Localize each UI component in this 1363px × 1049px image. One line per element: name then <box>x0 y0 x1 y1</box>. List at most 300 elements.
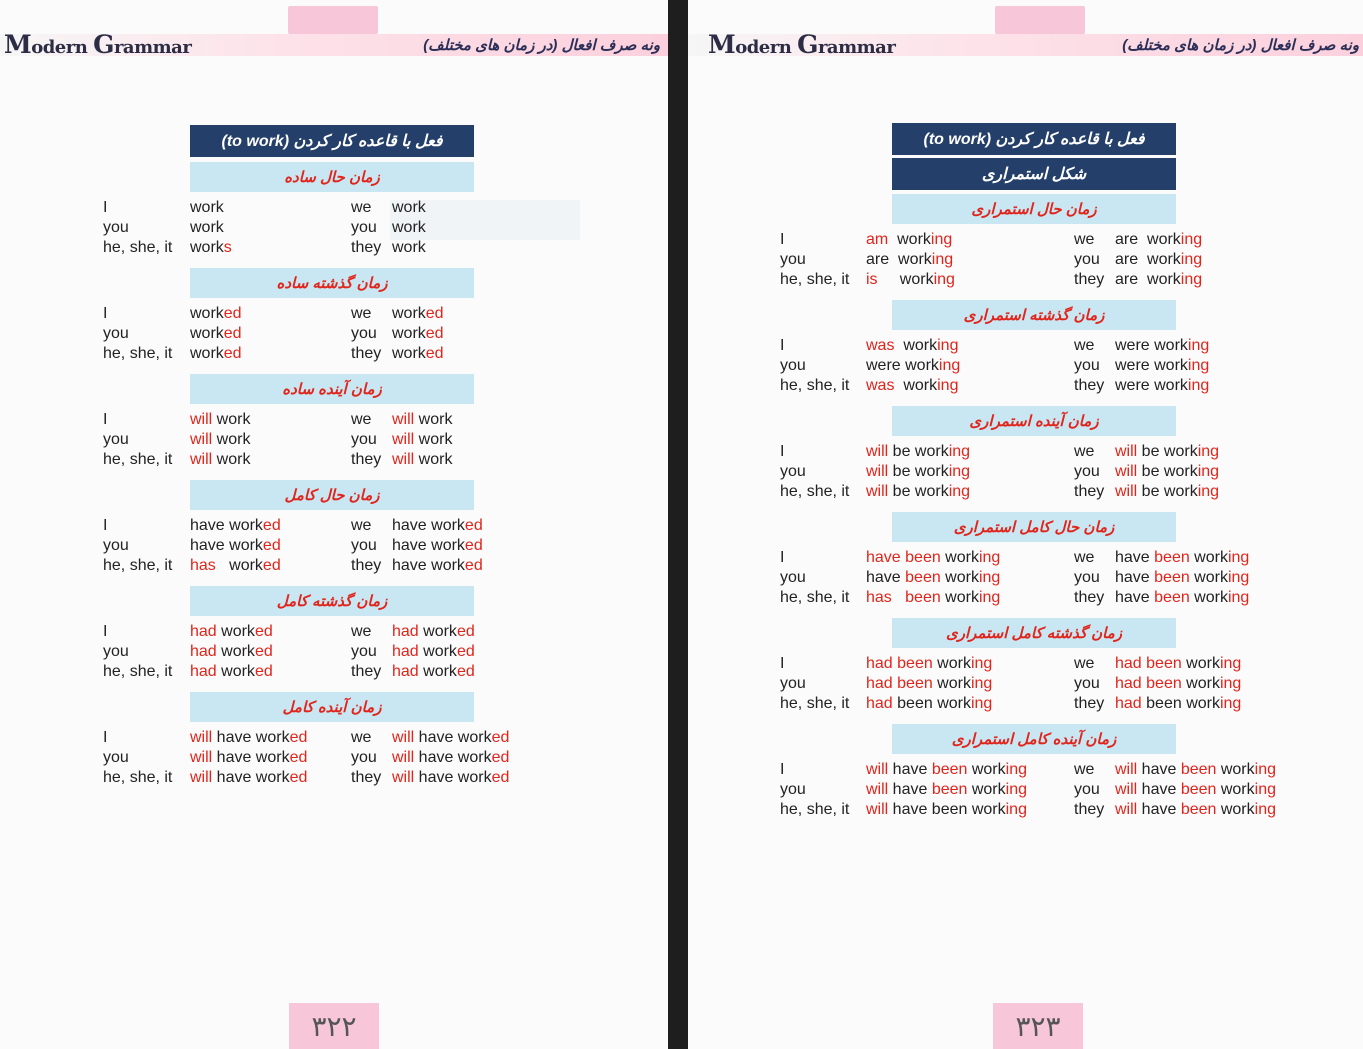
verb-form <box>866 548 1000 568</box>
pronoun: we <box>351 199 372 216</box>
verb-part: will <box>866 443 889 460</box>
verb-part: have work <box>392 537 465 554</box>
pronoun: you <box>351 431 377 448</box>
pronoun: you <box>780 675 806 692</box>
verb-part: ing <box>978 589 1001 606</box>
verb-part: have <box>1137 781 1181 798</box>
verb-part: ed <box>456 663 475 680</box>
page-gutter <box>668 0 688 1049</box>
verb-part: will <box>190 411 213 428</box>
verb-part: ed <box>262 537 281 554</box>
table-head: فعل با قاعده کار کردن (to work) <box>190 125 474 157</box>
verb-part: will <box>392 749 415 766</box>
verb-part: work <box>418 623 457 640</box>
verb-form <box>190 450 250 470</box>
verb-form <box>392 344 444 364</box>
verb-part: ing <box>1187 377 1210 394</box>
pronoun: I <box>103 305 108 322</box>
verb-part: have <box>888 781 932 798</box>
verb-part: work <box>940 549 979 566</box>
verb-part: work <box>894 377 938 394</box>
verb-part: had <box>392 623 419 640</box>
pronoun: I <box>780 337 785 354</box>
verb-form <box>1115 800 1276 820</box>
verb-form <box>392 218 426 238</box>
verb-form <box>1115 780 1276 800</box>
verb-part: had been <box>1115 655 1182 672</box>
verb-form <box>866 336 958 356</box>
verb-form <box>190 768 307 788</box>
verb-part: will <box>866 781 889 798</box>
pronoun: you <box>103 219 129 236</box>
verb-form <box>866 694 992 714</box>
verb-part: work <box>418 663 457 680</box>
verb-part: work <box>392 199 426 216</box>
verb-form <box>190 304 242 324</box>
verb-part: had <box>866 695 893 712</box>
verb-form <box>866 376 958 396</box>
verb-form <box>190 622 273 642</box>
verb-form <box>866 230 952 250</box>
section-title: زمان حال ساده <box>190 162 474 192</box>
verb-part: work <box>967 761 1006 778</box>
verb-part: work <box>418 643 457 660</box>
verb-part: ed <box>425 345 444 362</box>
pronoun: you <box>103 325 129 342</box>
pronoun: you <box>103 537 129 554</box>
section-title: زمان آینده ساده <box>190 374 474 404</box>
verb-part: work <box>190 219 224 236</box>
verb-part: ing <box>1187 357 1210 374</box>
pronoun: I <box>780 443 785 460</box>
verb-part: ing <box>948 483 971 500</box>
pronoun: you <box>780 357 806 374</box>
verb-part: ing <box>978 569 1001 586</box>
brand-logo: Modern Grammar <box>708 30 896 59</box>
verb-part: be work <box>888 483 949 500</box>
verb-part: ed <box>254 643 273 660</box>
verb-part: are work <box>1115 271 1181 288</box>
verb-part: will <box>1115 801 1138 818</box>
verb-part: had <box>392 663 419 680</box>
verb-part: have work <box>414 769 492 786</box>
verb-form <box>392 642 475 662</box>
verb-form <box>866 482 970 502</box>
verb-form <box>1115 356 1209 376</box>
verb-form <box>866 462 970 482</box>
verb-form <box>866 800 1027 820</box>
pronoun: they <box>351 451 382 468</box>
verb-form <box>866 356 960 376</box>
pronoun: he, she, it <box>780 695 850 712</box>
pronoun: I <box>103 623 108 640</box>
verb-part: have <box>1115 589 1155 606</box>
verb-part: ing <box>1227 589 1250 606</box>
pronoun: you <box>780 463 806 480</box>
pronoun: we <box>351 411 372 428</box>
pronoun: you <box>1074 251 1100 268</box>
pronoun: he, she, it <box>103 663 173 680</box>
pronoun: we <box>351 623 372 640</box>
verb-part: ed <box>464 537 483 554</box>
pronoun: they <box>1074 271 1105 288</box>
verb-form <box>392 556 483 576</box>
verb-form <box>1115 376 1209 396</box>
verb-form <box>1115 568 1249 588</box>
verb-part: work <box>1189 569 1228 586</box>
verb-part: ed <box>223 325 242 342</box>
verb-part: were work <box>1115 357 1188 374</box>
verb-part: work <box>392 345 426 362</box>
verb-part: ed <box>425 325 444 342</box>
verb-form <box>1115 462 1219 482</box>
verb-part: ing <box>933 271 955 288</box>
verb-part: were work <box>1115 377 1188 394</box>
verb-form <box>866 250 953 270</box>
verb-part: been <box>905 569 941 586</box>
pronoun: we <box>351 517 372 534</box>
header-tab <box>288 6 378 34</box>
pronoun: you <box>1074 675 1100 692</box>
verb-part: had <box>190 643 217 660</box>
verb-part: ed <box>289 749 308 766</box>
verb-part: work <box>392 325 426 342</box>
verb-part: have work <box>212 769 290 786</box>
verb-part: work <box>877 271 934 288</box>
verb-form <box>1115 250 1202 270</box>
verb-part: work <box>940 569 979 586</box>
section-title: زمان گذشته کامل استمراری <box>892 618 1176 648</box>
verb-part: ing <box>1005 781 1027 798</box>
pronoun: he, she, it <box>780 483 850 500</box>
verb-part: been <box>905 589 941 606</box>
verb-form <box>190 324 242 344</box>
pronoun: they <box>351 769 382 786</box>
verb-part: ing <box>1254 781 1276 798</box>
sub-head: شکل استمراری <box>892 158 1176 190</box>
pronoun: I <box>103 199 108 216</box>
verb-part: work <box>888 231 931 248</box>
verb-part: work <box>1189 589 1228 606</box>
verb-form <box>190 344 242 364</box>
pronoun: we <box>351 305 372 322</box>
verb-part: be work <box>1137 483 1198 500</box>
section-title: زمان گذشته کامل <box>190 586 474 616</box>
verb-form <box>866 588 1000 608</box>
verb-part: have <box>1115 569 1155 586</box>
table-head: فعل با قاعده کار کردن (to work) <box>892 123 1176 155</box>
verb-part: ing <box>1005 761 1027 778</box>
pronoun: they <box>1074 695 1105 712</box>
verb-part: ing <box>1187 337 1210 354</box>
verb-part: ed <box>262 517 281 534</box>
verb-part: work <box>392 219 426 236</box>
verb-part: will <box>190 769 213 786</box>
verb-part: ing <box>937 337 959 354</box>
verb-part: ing <box>1197 463 1220 480</box>
verb-part: are work <box>1115 251 1181 268</box>
verb-part: work <box>932 675 971 692</box>
verb-form <box>392 728 509 748</box>
verb-part: been <box>1180 761 1217 778</box>
verb-form <box>866 760 1027 780</box>
pronoun: he, she, it <box>780 271 850 288</box>
verb-form <box>392 516 483 536</box>
pronoun: we <box>1074 655 1095 672</box>
verb-form <box>1115 548 1249 568</box>
pronoun: you <box>780 251 806 268</box>
verb-part: ing <box>931 251 954 268</box>
pronoun: they <box>1074 377 1105 394</box>
verb-part: been <box>1154 549 1190 566</box>
verb-form <box>190 556 281 576</box>
pronoun: he, she, it <box>103 239 173 256</box>
verb-part: been work <box>892 695 971 712</box>
verb-part: will <box>392 729 415 746</box>
verb-form <box>190 218 224 238</box>
verb-part: had been <box>1115 675 1182 692</box>
pronoun: he, she, it <box>780 801 850 818</box>
pronoun: we <box>1074 761 1095 778</box>
verb-part: were work <box>866 357 939 374</box>
verb-form <box>1115 442 1219 462</box>
pronoun: they <box>1074 483 1105 500</box>
section-title: زمان حال استمراری <box>892 194 1176 224</box>
verb-part: work <box>392 239 426 256</box>
pronoun: he, she, it <box>103 557 173 574</box>
verb-part: will <box>392 769 415 786</box>
verb-part: will <box>1115 761 1138 778</box>
pronoun: they <box>351 345 382 362</box>
verb-form <box>1115 482 1219 502</box>
pronoun: you <box>1074 781 1100 798</box>
verb-form <box>392 324 444 344</box>
verb-part: ing <box>930 231 953 248</box>
pronoun: you <box>351 219 377 236</box>
pronoun: we <box>1074 337 1095 354</box>
verb-part: be work <box>1137 463 1198 480</box>
verb-part: ing <box>1254 761 1276 778</box>
verb-part: ed <box>254 663 273 680</box>
verb-form <box>392 304 444 324</box>
verb-form <box>392 662 475 682</box>
left-page <box>0 0 668 1049</box>
verb-part: are work <box>1115 231 1181 248</box>
pronoun: you <box>351 643 377 660</box>
verb-part: have been work <box>888 801 1006 818</box>
verb-part: have work <box>414 749 492 766</box>
pronoun: you <box>1074 463 1100 480</box>
verb-form <box>866 568 1000 588</box>
pronoun: I <box>780 761 785 778</box>
verb-part: s <box>223 239 232 256</box>
verb-part: work <box>1181 655 1220 672</box>
verb-part: ing <box>1197 443 1220 460</box>
pronoun: they <box>1074 589 1105 606</box>
verb-part: will <box>1115 443 1138 460</box>
verb-part: had <box>1115 695 1142 712</box>
section-title: زمان آینده کامل <box>190 692 474 722</box>
verb-part: will <box>190 431 213 448</box>
verb-part: been <box>931 761 968 778</box>
verb-part: will <box>190 451 213 468</box>
verb-form <box>392 430 452 450</box>
verb-form <box>1115 336 1209 356</box>
verb-part: has <box>190 557 216 574</box>
verb-form <box>1115 230 1202 250</box>
verb-part: ed <box>456 623 475 640</box>
verb-part: will <box>392 411 415 428</box>
pronoun: you <box>351 325 377 342</box>
header-title: ونه صرف افعال (در زمان های مختلف) <box>1122 37 1359 54</box>
verb-part: be work <box>888 463 949 480</box>
verb-part: will <box>866 761 889 778</box>
pronoun: he, she, it <box>103 451 173 468</box>
verb-part: have work <box>190 517 263 534</box>
section-title: زمان گذشته استمراری <box>892 300 1176 330</box>
verb-part: work <box>1189 549 1228 566</box>
verb-part: be work <box>888 443 949 460</box>
verb-form <box>1115 654 1241 674</box>
verb-part: was <box>866 377 895 394</box>
verb-form <box>866 270 955 290</box>
verb-part: been work <box>1141 695 1220 712</box>
verb-part: ing <box>1197 483 1220 500</box>
verb-form <box>190 642 273 662</box>
verb-part: work <box>190 325 224 342</box>
verb-part: work <box>894 337 938 354</box>
verb-part: had been <box>866 655 933 672</box>
pronoun: I <box>103 411 108 428</box>
verb-part: ing <box>970 655 993 672</box>
pronoun: they <box>351 557 382 574</box>
verb-part: been <box>1180 781 1217 798</box>
verb-part: ing <box>1219 675 1242 692</box>
page-number: ۳۲۲ <box>289 1003 379 1049</box>
verb-part: work <box>216 643 255 660</box>
verb-part: work <box>1216 801 1255 818</box>
verb-part <box>892 589 905 606</box>
verb-part: ing <box>978 549 1001 566</box>
verb-form <box>1115 588 1249 608</box>
verb-form <box>190 662 273 682</box>
verb-form <box>190 410 250 430</box>
verb-part: ed <box>289 769 308 786</box>
verb-form <box>190 748 307 768</box>
verb-form <box>190 198 224 218</box>
verb-form <box>392 536 483 556</box>
section-title: زمان حال کامل استمراری <box>892 512 1176 542</box>
verb-part: ing <box>1180 231 1203 248</box>
verb-part: had <box>392 643 419 660</box>
verb-part: had been <box>866 675 933 692</box>
verb-part: be work <box>1137 443 1198 460</box>
verb-form <box>190 516 281 536</box>
section-title: زمان حال کامل <box>190 480 474 510</box>
verb-part: work <box>190 199 224 216</box>
verb-part: ing <box>1227 549 1250 566</box>
verb-part: ed <box>464 517 483 534</box>
verb-part: ing <box>1005 801 1027 818</box>
header-tab <box>995 6 1085 34</box>
verb-form <box>866 780 1027 800</box>
verb-part: have work <box>190 537 263 554</box>
verb-part: have work <box>392 517 465 534</box>
verb-part: ing <box>970 695 993 712</box>
verb-part: were work <box>1115 337 1188 354</box>
pronoun: we <box>1074 549 1095 566</box>
verb-part: am <box>866 231 889 248</box>
pronoun: he, she, it <box>103 769 173 786</box>
verb-form <box>392 748 509 768</box>
pronoun: you <box>1074 569 1100 586</box>
pronoun: I <box>780 549 785 566</box>
verb-part: will <box>392 431 415 448</box>
verb-form <box>190 238 232 258</box>
pronoun: I <box>780 231 785 248</box>
verb-part: ed <box>456 643 475 660</box>
verb-part: work <box>215 557 263 574</box>
verb-form <box>392 410 452 430</box>
verb-part: been <box>1154 589 1190 606</box>
verb-part: work <box>940 589 979 606</box>
verb-part: work <box>212 431 251 448</box>
verb-form <box>866 674 992 694</box>
header-title: ونه صرف افعال (در زمان های مختلف) <box>423 37 660 54</box>
verb-part: have <box>1137 801 1181 818</box>
verb-part: will <box>392 451 415 468</box>
pronoun: you <box>780 781 806 798</box>
section-title: زمان گذشته ساده <box>190 268 474 298</box>
verb-form <box>866 442 970 462</box>
pronoun: you <box>351 537 377 554</box>
verb-part: have work <box>392 557 465 574</box>
verb-part: ing <box>1219 695 1242 712</box>
verb-part: ed <box>223 305 242 322</box>
verb-part: has <box>866 589 892 606</box>
verb-part: ed <box>491 729 510 746</box>
verb-part: ing <box>1219 655 1242 672</box>
verb-part: is <box>866 271 878 288</box>
verb-part: ed <box>464 557 483 574</box>
verb-part: will <box>866 801 889 818</box>
section-title: زمان آینده استمراری <box>892 406 1176 436</box>
verb-part: had <box>190 623 217 640</box>
verb-part: work <box>212 451 251 468</box>
verb-part: ing <box>1254 801 1276 818</box>
page-number: ۳۲۳ <box>993 1003 1083 1049</box>
verb-form <box>1115 674 1241 694</box>
pronoun: we <box>1074 231 1095 248</box>
verb-part: work <box>212 411 251 428</box>
verb-form <box>392 238 426 258</box>
verb-part: been <box>1180 801 1217 818</box>
verb-part: are work <box>866 251 932 268</box>
pronoun: we <box>1074 443 1095 460</box>
verb-part: have <box>866 569 906 586</box>
verb-part: will <box>1115 463 1138 480</box>
verb-form <box>1115 694 1241 714</box>
verb-part: work <box>1216 781 1255 798</box>
verb-part: work <box>967 781 1006 798</box>
verb-part: ing <box>1180 271 1203 288</box>
verb-part: work <box>190 305 224 322</box>
verb-part: work <box>1216 761 1255 778</box>
verb-part: have <box>888 761 932 778</box>
pronoun: they <box>351 663 382 680</box>
pronoun: I <box>103 517 108 534</box>
verb-part: had <box>190 663 217 680</box>
